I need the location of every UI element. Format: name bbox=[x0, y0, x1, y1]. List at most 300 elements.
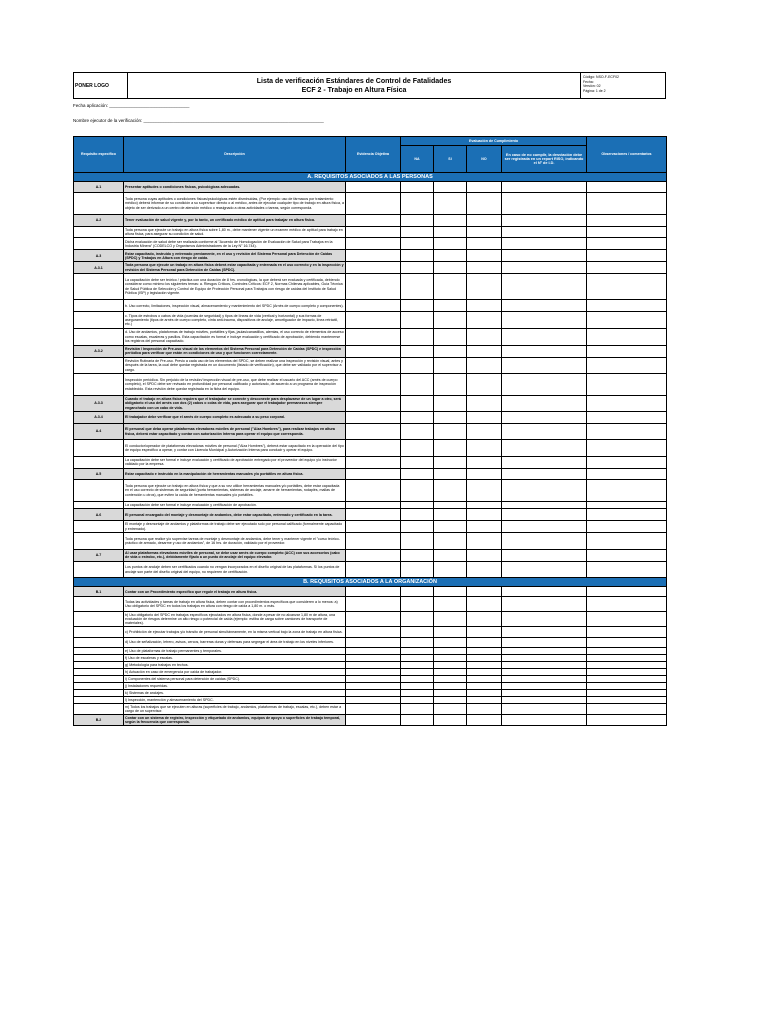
na-cell[interactable] bbox=[401, 412, 434, 423]
desviacion-cell[interactable] bbox=[502, 533, 587, 550]
observaciones-cell[interactable] bbox=[587, 182, 667, 193]
na-cell[interactable] bbox=[401, 329, 434, 346]
requisito-description: Los puntos de anclaje deben ser certificados cuando no vengan incorporados en el diseño original de las plataformas. Si los puntos de anclaje son parte del diseño original del equipo, no requieren de certificación. bbox=[124, 561, 346, 578]
na-cell[interactable] bbox=[401, 637, 434, 648]
observaciones-cell[interactable] bbox=[587, 509, 667, 521]
desviacion-cell[interactable] bbox=[502, 262, 587, 274]
requisito-code: B.1 bbox=[74, 587, 124, 597]
desviacion-cell[interactable] bbox=[502, 501, 587, 509]
na-cell[interactable] bbox=[401, 238, 434, 250]
evidencia-cell[interactable] bbox=[346, 457, 401, 469]
si-cell[interactable] bbox=[434, 238, 467, 250]
si-cell[interactable] bbox=[434, 683, 467, 690]
requisito-code bbox=[74, 533, 124, 550]
si-cell[interactable] bbox=[434, 655, 467, 662]
no-cell[interactable] bbox=[467, 345, 502, 357]
no-cell[interactable] bbox=[467, 627, 502, 638]
na-cell[interactable] bbox=[401, 440, 434, 457]
si-cell[interactable] bbox=[434, 637, 467, 648]
evidencia-cell[interactable] bbox=[346, 655, 401, 662]
requisito-description: g) Metodología para trabajos en techos. bbox=[124, 662, 346, 669]
observaciones-cell[interactable] bbox=[587, 521, 667, 533]
no-cell[interactable] bbox=[467, 533, 502, 550]
observaciones-cell[interactable] bbox=[587, 226, 667, 238]
desviacion-cell[interactable] bbox=[502, 250, 587, 262]
col-observaciones: Observaciones / comentarios bbox=[587, 137, 667, 173]
evidencia-cell[interactable] bbox=[346, 193, 401, 215]
evidencia-cell[interactable] bbox=[346, 704, 401, 715]
evidencia-cell[interactable] bbox=[346, 597, 401, 612]
checklist-row bbox=[74, 627, 667, 638]
si-cell[interactable] bbox=[434, 374, 467, 396]
si-cell[interactable] bbox=[434, 345, 467, 357]
si-cell[interactable] bbox=[434, 395, 467, 412]
desviacion-cell[interactable] bbox=[502, 637, 587, 648]
si-cell[interactable] bbox=[434, 509, 467, 521]
evidencia-cell[interactable] bbox=[346, 262, 401, 274]
na-cell[interactable] bbox=[401, 262, 434, 274]
observaciones-cell[interactable] bbox=[587, 250, 667, 262]
requisito-code bbox=[74, 226, 124, 238]
col-desviacion: En caso de no cumplir, la desviación debe ser registrada en un report RISO, indicando el Nº de I.D. bbox=[502, 146, 587, 173]
no-cell[interactable] bbox=[467, 312, 502, 329]
no-cell[interactable] bbox=[467, 521, 502, 533]
no-cell[interactable] bbox=[467, 561, 502, 578]
si-cell[interactable] bbox=[434, 521, 467, 533]
col-na: NA bbox=[401, 146, 434, 173]
checklist-row bbox=[74, 533, 667, 550]
requisito-code bbox=[74, 662, 124, 669]
evidencia-cell[interactable] bbox=[346, 561, 401, 578]
evidencia-cell[interactable] bbox=[346, 480, 401, 502]
requisito-description: Tener evaluación de salud vigente y, por lo tanto, un certificado médico de aptitud para trabajar en altura física. bbox=[124, 214, 346, 226]
checklist-row bbox=[74, 395, 667, 412]
si-cell[interactable] bbox=[434, 182, 467, 193]
col-evaluacion: Evaluación de Cumplimiento bbox=[401, 137, 587, 146]
evidencia-cell[interactable] bbox=[346, 533, 401, 550]
checklist-row bbox=[74, 274, 667, 300]
si-cell[interactable] bbox=[434, 561, 467, 578]
requisito-code bbox=[74, 690, 124, 697]
evidencia-cell[interactable] bbox=[346, 312, 401, 329]
desviacion-cell[interactable] bbox=[502, 676, 587, 683]
no-cell[interactable] bbox=[467, 597, 502, 612]
observaciones-cell[interactable] bbox=[587, 704, 667, 715]
requisito-description: Presentar aptitudes o condiciones físicas, psicológicas adecuadas. bbox=[124, 182, 346, 193]
no-cell[interactable] bbox=[467, 250, 502, 262]
nombre-ejecutor-field[interactable]: Nombre ejecutor de la verificación: ________________________________________________________________________ bbox=[73, 118, 324, 123]
checklist-row bbox=[74, 683, 667, 690]
no-cell[interactable] bbox=[467, 300, 502, 312]
si-cell[interactable] bbox=[434, 193, 467, 215]
no-cell[interactable] bbox=[467, 226, 502, 238]
requisito-description: Toda persona que realice y/o supervise tareas de montaje y desmontaje de andamios, debe tener y mantener vigente el "curso teórico-práctico de armado, desarme y uso de andamios", de 16 hrs. de duración, validado por el proveedor. bbox=[124, 533, 346, 550]
desviacion-cell[interactable] bbox=[502, 395, 587, 412]
evidencia-cell[interactable] bbox=[346, 587, 401, 597]
desviacion-cell[interactable] bbox=[502, 182, 587, 193]
si-cell[interactable] bbox=[434, 274, 467, 300]
na-cell[interactable] bbox=[401, 509, 434, 521]
na-cell[interactable] bbox=[401, 715, 434, 726]
observaciones-cell[interactable] bbox=[587, 480, 667, 502]
fecha-aplicacion-field[interactable]: Fecha aplicación: ________________________________ bbox=[73, 103, 190, 108]
no-cell[interactable] bbox=[467, 480, 502, 502]
si-cell[interactable] bbox=[434, 262, 467, 274]
no-cell[interactable] bbox=[467, 655, 502, 662]
observaciones-cell[interactable] bbox=[587, 214, 667, 226]
evidencia-cell[interactable] bbox=[346, 423, 401, 440]
si-cell[interactable] bbox=[434, 300, 467, 312]
observaciones-cell[interactable] bbox=[587, 412, 667, 423]
evidencia-cell[interactable] bbox=[346, 182, 401, 193]
na-cell[interactable] bbox=[401, 345, 434, 357]
si-cell[interactable] bbox=[434, 440, 467, 457]
document-header bbox=[73, 72, 666, 99]
na-cell[interactable] bbox=[401, 690, 434, 697]
si-cell[interactable] bbox=[434, 669, 467, 676]
evidencia-cell[interactable] bbox=[346, 637, 401, 648]
desviacion-cell[interactable] bbox=[502, 648, 587, 655]
evidencia-cell[interactable] bbox=[346, 300, 401, 312]
evidencia-cell[interactable] bbox=[346, 683, 401, 690]
na-cell[interactable] bbox=[401, 193, 434, 215]
desviacion-cell[interactable] bbox=[502, 238, 587, 250]
si-cell[interactable] bbox=[434, 549, 467, 561]
evidencia-cell[interactable] bbox=[346, 648, 401, 655]
na-cell[interactable] bbox=[401, 300, 434, 312]
observaciones-cell[interactable] bbox=[587, 676, 667, 683]
evidencia-cell[interactable] bbox=[346, 329, 401, 346]
na-cell[interactable] bbox=[401, 312, 434, 329]
observaciones-cell[interactable] bbox=[587, 423, 667, 440]
col-evidencia: Evidencia Objetiva bbox=[346, 137, 401, 173]
na-cell[interactable] bbox=[401, 423, 434, 440]
no-cell[interactable] bbox=[467, 509, 502, 521]
no-cell[interactable] bbox=[467, 440, 502, 457]
observaciones-cell[interactable] bbox=[587, 501, 667, 509]
observaciones-cell[interactable] bbox=[587, 262, 667, 274]
observaciones-cell[interactable] bbox=[587, 587, 667, 597]
no-cell[interactable] bbox=[467, 357, 502, 374]
requisito-description: Toda persona cuyas aptitudes o condiciones físicas/psicológicas estén disminuidas, (Por ejemplo: uso de fármacos por tratamiento médico) deberá informar de su condición a su supervisor directo o al médico, antes de ejecutar cualquier tipo de trabajo en altura física, a objeto de ser derivado a un centro de atención médico o reasignado a otras actividades o tareas, según corresponda. bbox=[124, 193, 346, 215]
desviacion-cell[interactable] bbox=[502, 597, 587, 612]
observaciones-cell[interactable] bbox=[587, 690, 667, 697]
observaciones-cell[interactable] bbox=[587, 637, 667, 648]
header-box bbox=[73, 72, 666, 99]
si-cell[interactable] bbox=[434, 597, 467, 612]
desviacion-cell[interactable] bbox=[502, 690, 587, 697]
observaciones-cell[interactable] bbox=[587, 612, 667, 627]
si-cell[interactable] bbox=[434, 312, 467, 329]
desviacion-cell[interactable] bbox=[502, 587, 587, 597]
observaciones-cell[interactable] bbox=[587, 597, 667, 612]
evidencia-cell[interactable] bbox=[346, 509, 401, 521]
si-cell[interactable] bbox=[434, 627, 467, 638]
desviacion-cell[interactable] bbox=[502, 612, 587, 627]
no-cell[interactable] bbox=[467, 374, 502, 396]
requisito-code bbox=[74, 501, 124, 509]
evidencia-cell[interactable] bbox=[346, 501, 401, 509]
observaciones-cell[interactable] bbox=[587, 457, 667, 469]
observaciones-cell[interactable] bbox=[587, 395, 667, 412]
no-cell[interactable] bbox=[467, 457, 502, 469]
observaciones-cell[interactable] bbox=[587, 655, 667, 662]
observaciones-cell[interactable] bbox=[587, 329, 667, 346]
checklist-row bbox=[74, 509, 667, 521]
na-cell[interactable] bbox=[401, 457, 434, 469]
na-cell[interactable] bbox=[401, 214, 434, 226]
na-cell[interactable] bbox=[401, 612, 434, 627]
no-cell[interactable] bbox=[467, 501, 502, 509]
na-cell[interactable] bbox=[401, 627, 434, 638]
si-cell[interactable] bbox=[434, 697, 467, 704]
desviacion-cell[interactable] bbox=[502, 226, 587, 238]
evidencia-cell[interactable] bbox=[346, 395, 401, 412]
evidencia-cell[interactable] bbox=[346, 669, 401, 676]
na-cell[interactable] bbox=[401, 250, 434, 262]
requisito-code: B.2 bbox=[74, 715, 124, 726]
observaciones-cell[interactable] bbox=[587, 549, 667, 561]
evidencia-cell[interactable] bbox=[346, 250, 401, 262]
observaciones-cell[interactable] bbox=[587, 300, 667, 312]
na-cell[interactable] bbox=[401, 676, 434, 683]
no-cell[interactable] bbox=[467, 395, 502, 412]
title-line-1: Lista de verificación Estándares de Control de Fatalidades bbox=[256, 77, 452, 85]
na-cell[interactable] bbox=[401, 697, 434, 704]
observaciones-cell[interactable] bbox=[587, 193, 667, 215]
no-cell[interactable] bbox=[467, 274, 502, 300]
na-cell[interactable] bbox=[401, 480, 434, 502]
na-cell[interactable] bbox=[401, 549, 434, 561]
observaciones-cell[interactable] bbox=[587, 662, 667, 669]
desviacion-cell[interactable] bbox=[502, 357, 587, 374]
evidencia-cell[interactable] bbox=[346, 238, 401, 250]
no-cell[interactable] bbox=[467, 193, 502, 215]
na-cell[interactable] bbox=[401, 561, 434, 578]
si-cell[interactable] bbox=[434, 704, 467, 715]
desviacion-cell[interactable] bbox=[502, 480, 587, 502]
si-cell[interactable] bbox=[434, 648, 467, 655]
na-cell[interactable] bbox=[401, 274, 434, 300]
si-cell[interactable] bbox=[434, 501, 467, 509]
evidencia-cell[interactable] bbox=[346, 549, 401, 561]
si-cell[interactable] bbox=[434, 412, 467, 423]
observaciones-cell[interactable] bbox=[587, 669, 667, 676]
desviacion-cell[interactable] bbox=[502, 509, 587, 521]
desviacion-cell[interactable] bbox=[502, 468, 587, 479]
desviacion-cell[interactable] bbox=[502, 274, 587, 300]
evidencia-cell[interactable] bbox=[346, 697, 401, 704]
desviacion-cell[interactable] bbox=[502, 412, 587, 423]
checklist-row bbox=[74, 412, 667, 423]
desviacion-cell[interactable] bbox=[502, 704, 587, 715]
requisito-description: h) Actuación en caso de emergencia por caída de trabajador. bbox=[124, 669, 346, 676]
na-cell[interactable] bbox=[401, 587, 434, 597]
checklist-row bbox=[74, 300, 667, 312]
requisito-code bbox=[74, 697, 124, 704]
na-cell[interactable] bbox=[401, 662, 434, 669]
evidencia-cell[interactable] bbox=[346, 468, 401, 479]
col-si: SI bbox=[434, 146, 467, 173]
desviacion-cell[interactable] bbox=[502, 549, 587, 561]
na-cell[interactable] bbox=[401, 669, 434, 676]
evidencia-cell[interactable] bbox=[346, 612, 401, 627]
no-cell[interactable] bbox=[467, 715, 502, 726]
evidencia-cell[interactable] bbox=[346, 521, 401, 533]
no-cell[interactable] bbox=[467, 690, 502, 697]
evidencia-cell[interactable] bbox=[346, 226, 401, 238]
na-cell[interactable] bbox=[401, 521, 434, 533]
requisito-code: A.6 bbox=[74, 509, 124, 521]
section-a-title: A. REQUISITOS ASOCIADOS A LAS PERSONAS bbox=[74, 173, 667, 182]
evidencia-cell[interactable] bbox=[346, 676, 401, 683]
na-cell[interactable] bbox=[401, 374, 434, 396]
evidencia-cell[interactable] bbox=[346, 412, 401, 423]
no-cell[interactable] bbox=[467, 214, 502, 226]
requisito-description: Contar con un sistema de registro, inspección y etiquetado de andamios, equipos de apoyo o superficies de trabajo temporal, según la frecuencia que corresponda. bbox=[124, 715, 346, 726]
desviacion-cell[interactable] bbox=[502, 561, 587, 578]
si-cell[interactable] bbox=[434, 214, 467, 226]
si-cell[interactable] bbox=[434, 250, 467, 262]
checklist-row bbox=[74, 501, 667, 509]
na-cell[interactable] bbox=[401, 683, 434, 690]
no-cell[interactable] bbox=[467, 238, 502, 250]
si-cell[interactable] bbox=[434, 533, 467, 550]
observaciones-cell[interactable] bbox=[587, 697, 667, 704]
checklist-row bbox=[74, 226, 667, 238]
requisito-code: A.3.1 bbox=[74, 262, 124, 274]
na-cell[interactable] bbox=[401, 395, 434, 412]
no-cell[interactable] bbox=[467, 637, 502, 648]
na-cell[interactable] bbox=[401, 704, 434, 715]
no-cell[interactable] bbox=[467, 704, 502, 715]
requisito-code bbox=[74, 300, 124, 312]
na-cell[interactable] bbox=[401, 533, 434, 550]
desviacion-cell[interactable] bbox=[502, 669, 587, 676]
si-cell[interactable] bbox=[434, 423, 467, 440]
evidencia-cell[interactable] bbox=[346, 440, 401, 457]
desviacion-cell[interactable] bbox=[502, 214, 587, 226]
no-cell[interactable] bbox=[467, 412, 502, 423]
desviacion-cell[interactable] bbox=[502, 715, 587, 726]
desviacion-cell[interactable] bbox=[502, 627, 587, 638]
no-cell[interactable] bbox=[467, 669, 502, 676]
evidencia-cell[interactable] bbox=[346, 357, 401, 374]
no-cell[interactable] bbox=[467, 648, 502, 655]
desviacion-cell[interactable] bbox=[502, 457, 587, 469]
desviacion-cell[interactable] bbox=[502, 300, 587, 312]
si-cell[interactable] bbox=[434, 612, 467, 627]
observaciones-cell[interactable] bbox=[587, 627, 667, 638]
observaciones-cell[interactable] bbox=[587, 274, 667, 300]
na-cell[interactable] bbox=[401, 648, 434, 655]
evidencia-cell[interactable] bbox=[346, 374, 401, 396]
no-cell[interactable] bbox=[467, 182, 502, 193]
observaciones-cell[interactable] bbox=[587, 715, 667, 726]
evidencia-cell[interactable] bbox=[346, 715, 401, 726]
si-cell[interactable] bbox=[434, 715, 467, 726]
no-cell[interactable] bbox=[467, 468, 502, 479]
desviacion-cell[interactable] bbox=[502, 697, 587, 704]
desviacion-cell[interactable] bbox=[502, 440, 587, 457]
desviacion-cell[interactable] bbox=[502, 374, 587, 396]
evidencia-cell[interactable] bbox=[346, 274, 401, 300]
observaciones-cell[interactable] bbox=[587, 683, 667, 690]
desviacion-cell[interactable] bbox=[502, 329, 587, 346]
si-cell[interactable] bbox=[434, 690, 467, 697]
meta-version: Versión: 02 bbox=[583, 84, 601, 88]
observaciones-cell[interactable] bbox=[587, 238, 667, 250]
observaciones-cell[interactable] bbox=[587, 312, 667, 329]
observaciones-cell[interactable] bbox=[587, 533, 667, 550]
desviacion-cell[interactable] bbox=[502, 662, 587, 669]
observaciones-cell[interactable] bbox=[587, 440, 667, 457]
evidencia-cell[interactable] bbox=[346, 690, 401, 697]
observaciones-cell[interactable] bbox=[587, 468, 667, 479]
na-cell[interactable] bbox=[401, 182, 434, 193]
no-cell[interactable] bbox=[467, 587, 502, 597]
desviacion-cell[interactable] bbox=[502, 683, 587, 690]
evidencia-cell[interactable] bbox=[346, 214, 401, 226]
na-cell[interactable] bbox=[401, 357, 434, 374]
si-cell[interactable] bbox=[434, 468, 467, 479]
na-cell[interactable] bbox=[401, 597, 434, 612]
si-cell[interactable] bbox=[434, 329, 467, 346]
si-cell[interactable] bbox=[434, 587, 467, 597]
no-cell[interactable] bbox=[467, 683, 502, 690]
checklist-row bbox=[74, 345, 667, 357]
requisito-description: Estar capacitado e instruido en la manipulación de herramientas manuales y/o portátiles en altura física. bbox=[124, 468, 346, 479]
desviacion-cell[interactable] bbox=[502, 312, 587, 329]
si-cell[interactable] bbox=[434, 662, 467, 669]
na-cell[interactable] bbox=[401, 226, 434, 238]
no-cell[interactable] bbox=[467, 329, 502, 346]
si-cell[interactable] bbox=[434, 226, 467, 238]
no-cell[interactable] bbox=[467, 423, 502, 440]
requisito-code: A.2 bbox=[74, 214, 124, 226]
si-cell[interactable] bbox=[434, 357, 467, 374]
observaciones-cell[interactable] bbox=[587, 648, 667, 655]
no-cell[interactable] bbox=[467, 676, 502, 683]
si-cell[interactable] bbox=[434, 676, 467, 683]
na-cell[interactable] bbox=[401, 468, 434, 479]
observaciones-cell[interactable] bbox=[587, 561, 667, 578]
requisito-description: Al usar plataformas elevadoras móviles de personal, se debe usar arnés de cuerpo completo (ACC) con sus accesorios (cabo de vida o estrobo, etc.), debidamente fijado a un punto de anclaje del equipo elevador. bbox=[124, 549, 346, 561]
desviacion-cell[interactable] bbox=[502, 423, 587, 440]
desviacion-cell[interactable] bbox=[502, 193, 587, 215]
si-cell[interactable] bbox=[434, 480, 467, 502]
no-cell[interactable] bbox=[467, 262, 502, 274]
no-cell[interactable] bbox=[467, 697, 502, 704]
no-cell[interactable] bbox=[467, 612, 502, 627]
evidencia-cell[interactable] bbox=[346, 345, 401, 357]
na-cell[interactable] bbox=[401, 655, 434, 662]
checklist-row bbox=[74, 423, 667, 440]
evidencia-cell[interactable] bbox=[346, 662, 401, 669]
observaciones-cell[interactable] bbox=[587, 345, 667, 357]
evidencia-cell[interactable] bbox=[346, 627, 401, 638]
si-cell[interactable] bbox=[434, 457, 467, 469]
observaciones-cell[interactable] bbox=[587, 357, 667, 374]
requisito-description: Toda persona que ejecute un trabajo en altura física sobre 1,80 m., debe mantener vigente un examen médico de aptitud para trabajo en altura física, para asegurar su condición de salud. bbox=[124, 226, 346, 238]
desviacion-cell[interactable] bbox=[502, 655, 587, 662]
na-cell[interactable] bbox=[401, 501, 434, 509]
observaciones-cell[interactable] bbox=[587, 374, 667, 396]
no-cell[interactable] bbox=[467, 549, 502, 561]
desviacion-cell[interactable] bbox=[502, 521, 587, 533]
no-cell[interactable] bbox=[467, 662, 502, 669]
desviacion-cell[interactable] bbox=[502, 345, 587, 357]
